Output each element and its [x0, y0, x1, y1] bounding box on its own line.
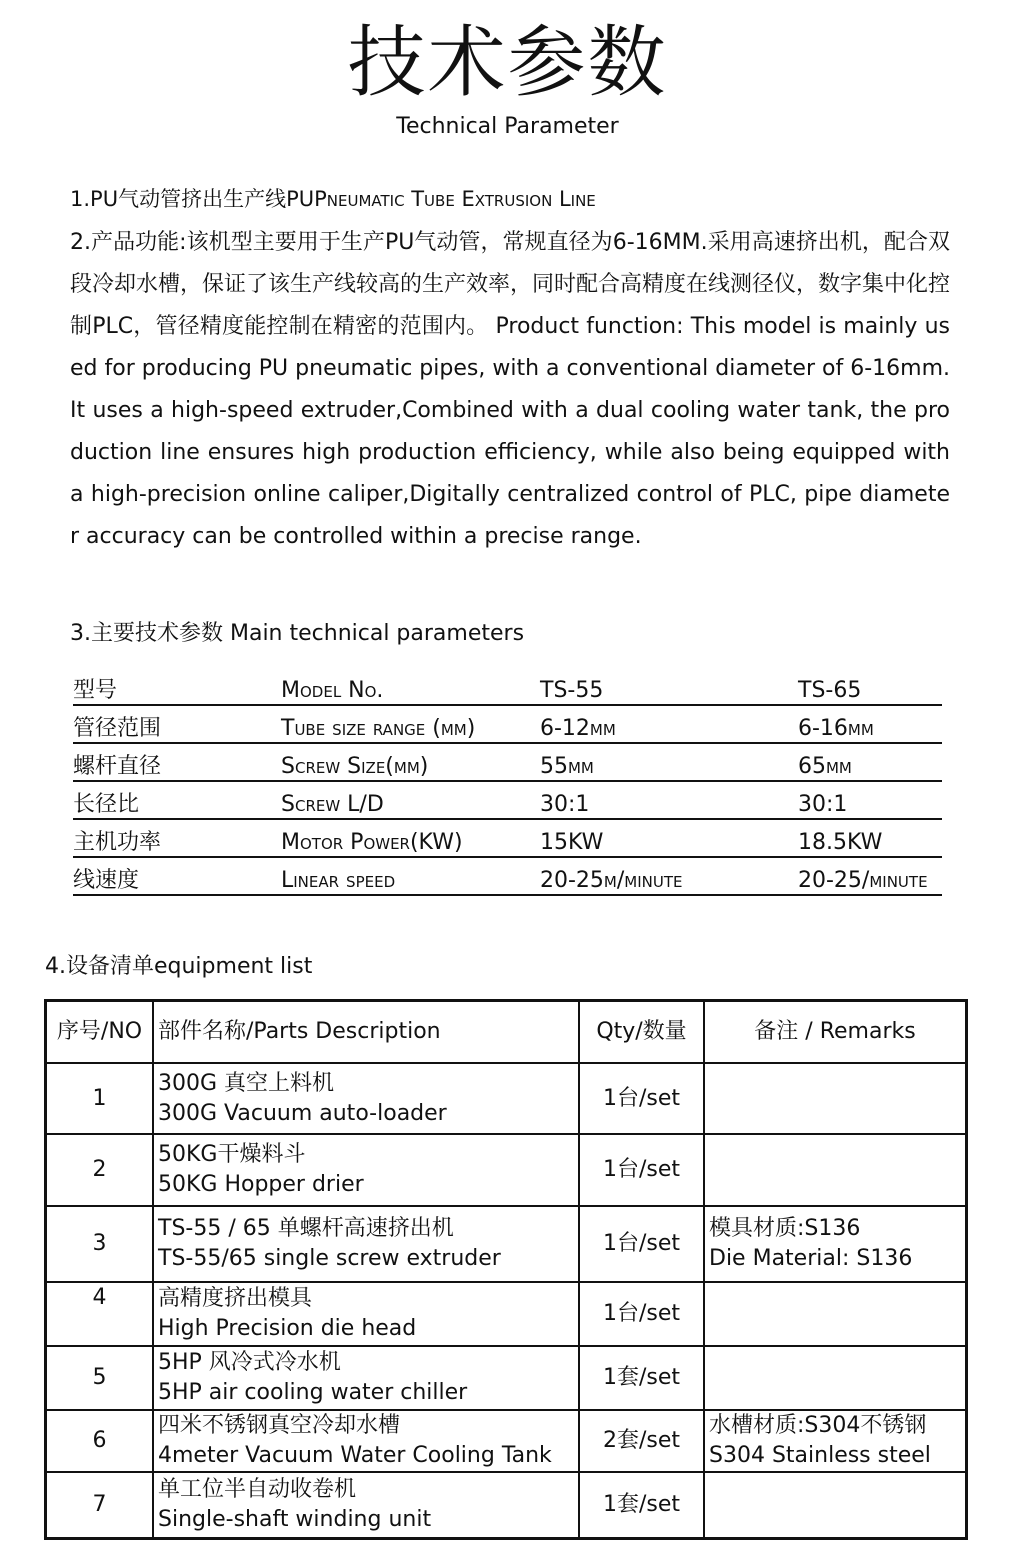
param-name-cn: 型号 — [73, 678, 118, 703]
quantity: 1台/set — [579, 1063, 704, 1134]
parts-description — [153, 1346, 579, 1410]
remarks-cn: 水槽材质:S304不锈钢 — [709, 1413, 927, 1438]
table-row — [46, 1206, 967, 1282]
parts-description-en: High Precision die head — [158, 1316, 417, 1341]
param-name-en: Screw L/D — [281, 792, 384, 817]
item-number: 3 — [46, 1206, 154, 1282]
parts-description-cn: 高精度挤出模具 — [158, 1286, 313, 1311]
table-row — [46, 1134, 967, 1206]
column-header-qty: Qty/数量 — [579, 1001, 704, 1064]
remarks — [704, 1346, 967, 1410]
item-number: 1 — [46, 1063, 154, 1134]
remarks — [704, 1063, 967, 1134]
param-value-ts65: 20-25/minute — [798, 868, 928, 893]
remarks-en: Die Material: S136 — [709, 1246, 913, 1271]
param-value-ts65: 30:1 — [798, 792, 848, 817]
parts-description — [153, 1410, 579, 1472]
param-name-en: Motor Power(KW) — [281, 830, 463, 855]
table-header-row — [46, 1001, 967, 1064]
quantity: 1台/set — [579, 1206, 704, 1282]
section-1-english: Pneumatic Tube Extrusion Line — [314, 187, 596, 211]
item-number: 6 — [46, 1410, 154, 1472]
parts-description-en: 5HP air cooling water chiller — [158, 1380, 468, 1405]
remarks — [704, 1472, 967, 1538]
parts-description-en: TS-55/65 single screw extruder — [158, 1246, 501, 1271]
column-header-remarks: 备注 / Remarks — [704, 1001, 967, 1064]
param-value-ts55: 20-25m/minute — [540, 868, 683, 893]
section-4-heading: 4.设备清单equipment list — [45, 954, 313, 979]
param-row — [73, 706, 942, 744]
quantity: 1台/set — [579, 1282, 704, 1346]
param-name-cn: 线速度 — [73, 868, 140, 893]
page-subtitle: Technical Parameter — [396, 114, 619, 139]
item-number: 7 — [46, 1472, 154, 1538]
parts-description-cn: 单工位半自动收卷机 — [158, 1476, 357, 1502]
param-row — [73, 668, 942, 706]
remarks — [704, 1134, 967, 1206]
parameter-table — [73, 668, 942, 896]
param-value-ts65: 6-16mm — [798, 716, 874, 741]
parts-description-en: 4meter Vacuum Water Cooling Tank — [158, 1443, 552, 1468]
parts-description — [153, 1472, 579, 1538]
param-value-ts65: 18.5KW — [798, 830, 883, 855]
quantity: 1套/set — [579, 1346, 704, 1410]
table-row — [46, 1346, 967, 1410]
remarks-en: S304 Stainless steel — [709, 1443, 931, 1468]
section-1-heading — [70, 184, 596, 214]
param-value-ts55: TS-55 — [540, 678, 604, 703]
parts-description-en: Single-shaft winding unit — [158, 1506, 432, 1532]
product-function-paragraph: 2.产品功能:该机型主要用于生产PU气动管，常规直径为6-16MM.采用高速挤出机，配合双段冷却水槽，保证了该生产线较高的生产效率，同时配合高精度在线测径仪，数字集中化控制PLC，管径精度能控制在精密的范围内。 Product function: This model is mainly used for producing PU pneumatic pipes, with a conventional diameter of 6-16mm. It uses a high-speed extruder,Combined with a dual cooling water tank, the production line ensures high production efficiency, while also being equipped with a high-precision online caliper,Digitally centralized control of PLC, pipe diameter accuracy can be controlled within a precise range. — [70, 230, 951, 549]
param-value-ts55: 6-12mm — [540, 716, 616, 741]
remarks — [704, 1410, 967, 1472]
parts-description — [153, 1134, 579, 1206]
table-row — [46, 1472, 967, 1538]
param-row — [73, 744, 942, 782]
column-header-parts: 部件名称/Parts Description — [153, 1001, 579, 1064]
param-row — [73, 858, 942, 896]
param-name-en: Model No. — [281, 678, 384, 703]
param-row — [73, 820, 942, 858]
section-1-prefix: 1.PU气动管挤出生产线PU — [70, 187, 315, 211]
item-number: 5 — [46, 1346, 154, 1410]
param-value-ts55: 30:1 — [540, 792, 590, 817]
parts-description-en: 300G Vacuum auto-loader — [158, 1100, 447, 1126]
item-number: 4 — [46, 1282, 154, 1346]
page-title: 技术参数 — [347, 18, 668, 108]
param-row — [73, 782, 942, 820]
quantity: 2套/set — [579, 1410, 704, 1472]
table-row — [46, 1282, 967, 1346]
param-name-en: Tube size range (mm) — [281, 716, 476, 741]
parts-description-cn: 5HP 风冷式冷水机 — [158, 1350, 341, 1375]
param-name-cn: 长径比 — [73, 792, 140, 817]
param-value-ts65: 65mm — [798, 754, 852, 779]
param-name-cn: 螺杆直径 — [73, 754, 162, 779]
table-row — [46, 1063, 967, 1134]
remarks — [704, 1206, 967, 1282]
parts-description — [153, 1206, 579, 1282]
section-3-heading: 3.主要技术参数 Main technical parameters — [70, 621, 525, 646]
remarks — [704, 1282, 967, 1346]
remarks-cn: 模具材质:S136 — [709, 1216, 861, 1241]
parts-description — [153, 1282, 579, 1346]
item-number: 2 — [46, 1134, 154, 1206]
parts-description-cn: 50KG干燥料斗 — [158, 1142, 306, 1167]
param-value-ts55: 15KW — [540, 830, 604, 855]
equipment-table — [44, 999, 968, 1540]
table-row — [46, 1410, 967, 1472]
quantity: 1台/set — [579, 1134, 704, 1206]
param-value-ts55: 55mm — [540, 754, 594, 779]
param-name-cn: 管径范围 — [73, 716, 162, 741]
param-value-ts65: TS-65 — [798, 678, 862, 703]
param-name-en: Linear speed — [281, 868, 396, 893]
param-name-cn: 主机功率 — [73, 830, 162, 855]
parts-description-cn: TS-55 / 65 单螺杆高速挤出机 — [158, 1216, 454, 1241]
quantity: 1套/set — [579, 1472, 704, 1538]
column-header-no: 序号/NO — [46, 1001, 154, 1064]
param-name-en: Screw Size(mm) — [281, 754, 429, 779]
parts-description-cn: 四米不锈钢真空冷却水槽 — [158, 1413, 401, 1438]
parts-description-en: 50KG Hopper drier — [158, 1172, 364, 1197]
parts-description — [153, 1063, 579, 1134]
parts-description-cn: 300G 真空上料机 — [158, 1070, 335, 1096]
